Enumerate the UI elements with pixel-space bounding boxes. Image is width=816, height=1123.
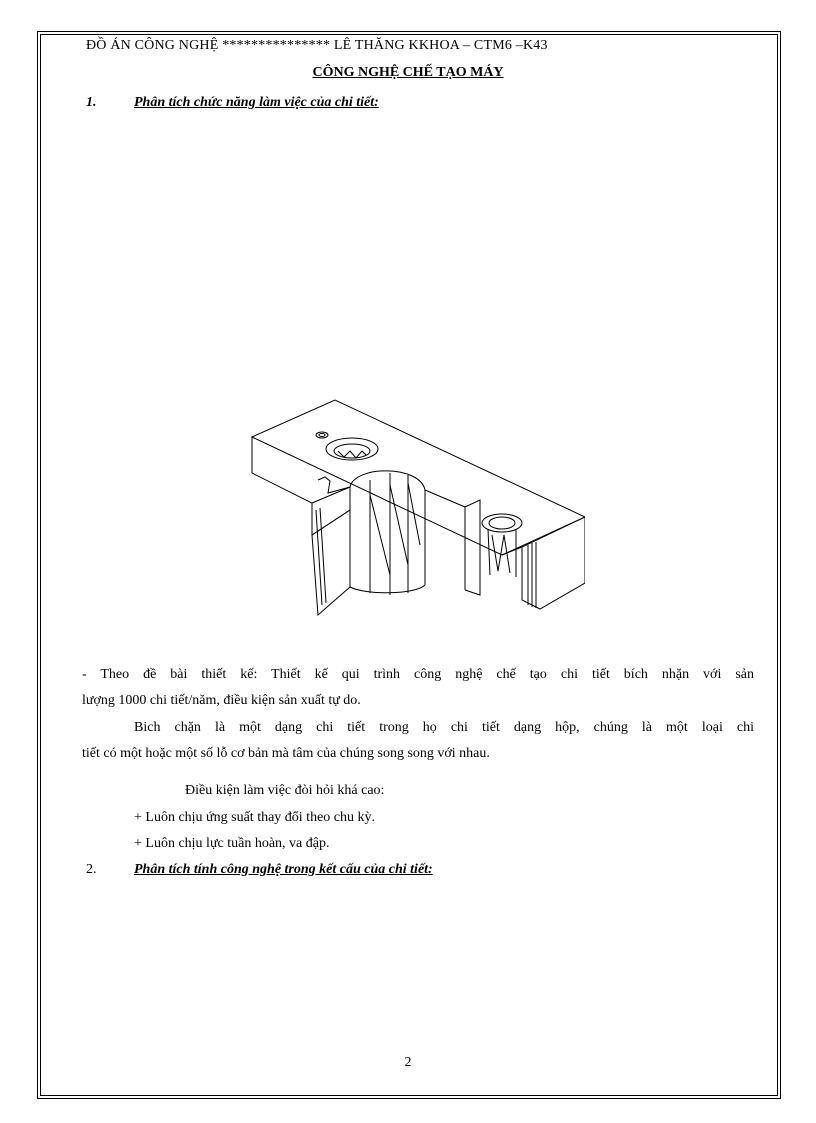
section-1-heading: Phân tích chức năng làm việc của chi tiết: (134, 95, 379, 110)
bullet-1: + Luôn chịu ứng suất thay đổi theo chu kỳ. (134, 810, 376, 825)
page-header: ĐỒ ÁN CÔNG NGHỆ *************** LÊ THĂNG KKHOA – CTM6 –K43 (86, 38, 548, 53)
paragraph-2-line-2: tiết có một hoặc một số lỗ cơ bản mà tâm của chúng song song với nhau. (82, 746, 490, 761)
bullet-2: + Luôn chịu lực tuần hoàn, va đập. (134, 836, 330, 851)
section-1-number: 1. (86, 95, 97, 110)
page-title: CÔNG NGHỆ CHẾ TẠO MÁY (312, 65, 504, 80)
section-2-heading: Phân tích tính công nghệ trong kết cấu của chi tiết: (134, 862, 433, 877)
page-number: 2 (404, 1055, 412, 1070)
paragraph-3: Điều kiện làm việc đòi hỏi khá cao: (185, 783, 385, 798)
paragraph-1-line-2: lượng 1000 chi tiết/năm, điều kiện sản xuất tự do. (82, 693, 361, 708)
section-2-number: 2. (86, 862, 97, 877)
isometric-part-drawing-icon (240, 395, 585, 620)
paragraph-1-line-1: - Theo đề bài thiết kế: Thiết kế qui trình công nghệ chế tạo chi tiết bích nhặn với sản (82, 667, 754, 682)
paragraph-2-line-1: Bich chặn là một dạng chi tiết trong họ chi tiết dạng hộp, chúng là một loại chi (134, 720, 754, 735)
